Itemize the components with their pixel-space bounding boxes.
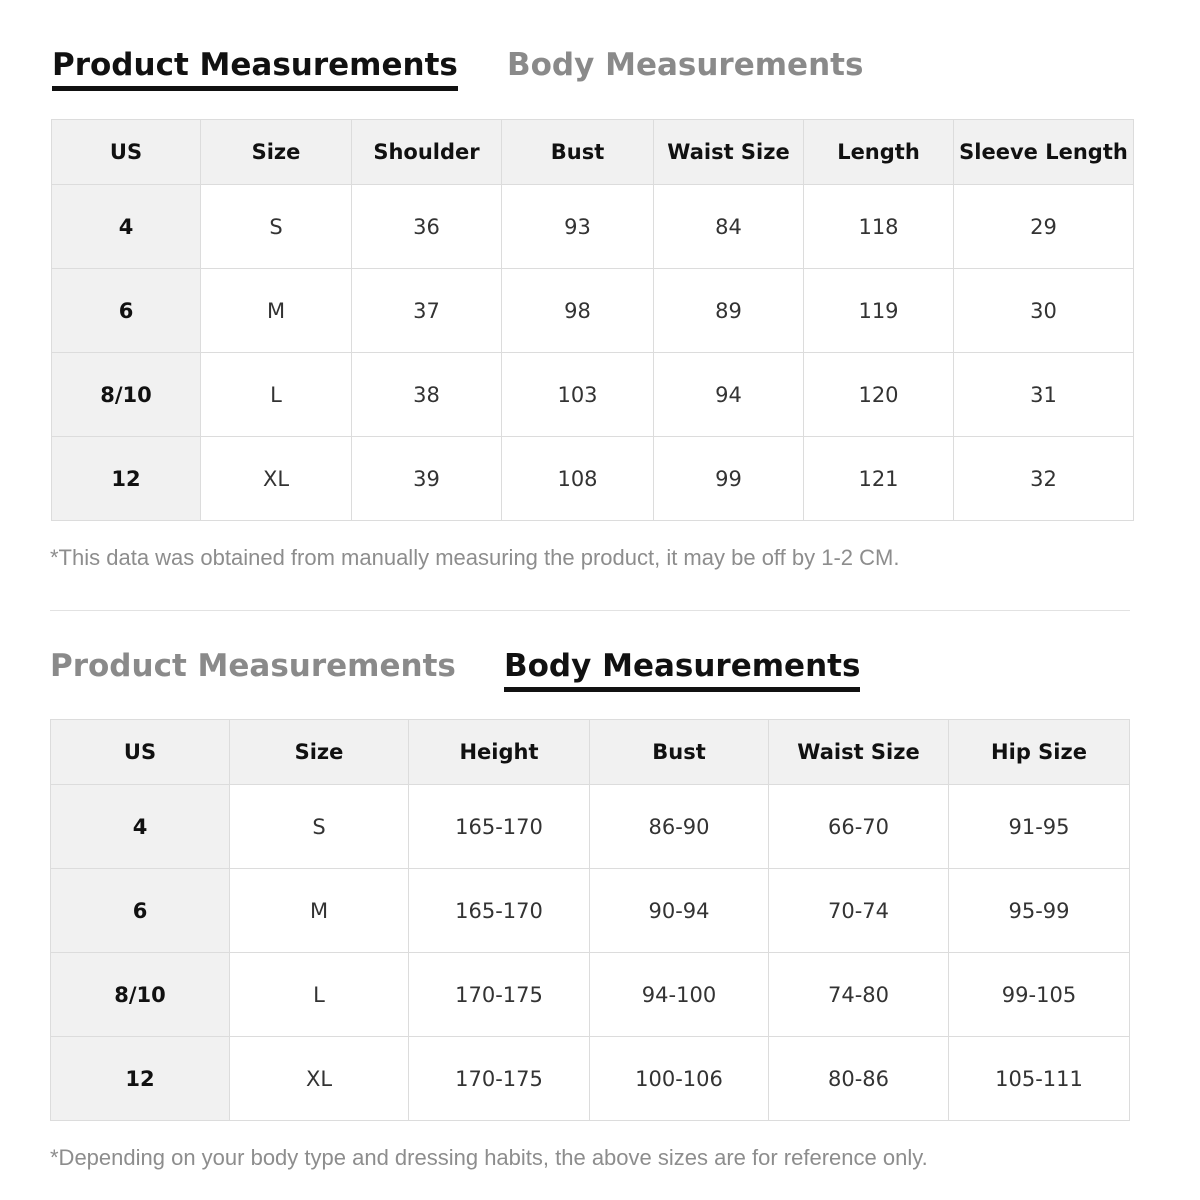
product-measurements-table	[51, 119, 1134, 521]
cell-bust: 90-94	[590, 869, 769, 953]
column-header-bust: Bust	[502, 120, 654, 185]
tab-label: Body Measurements	[504, 648, 861, 684]
column-header-size: Size	[201, 120, 352, 185]
table-header-row	[51, 720, 1130, 785]
table-row	[52, 353, 1134, 437]
cell-hip-size: 95-99	[949, 869, 1130, 953]
cell-hip-size: 91-95	[949, 785, 1130, 869]
cell-waist-size: 84	[654, 185, 804, 269]
cell-sleeve-length: 29	[954, 185, 1134, 269]
table-row	[51, 785, 1130, 869]
cell-height: 165-170	[409, 785, 590, 869]
column-header-shoulder: Shoulder	[352, 120, 502, 185]
cell-hip-size: 105-111	[949, 1037, 1130, 1121]
table-row	[51, 869, 1130, 953]
table-row	[52, 437, 1134, 521]
tab-label: Product Measurements	[50, 648, 456, 684]
tab-body-measurements[interactable]	[504, 646, 860, 686]
cell-height: 170-175	[409, 1037, 590, 1121]
cell-us: 8/10	[52, 353, 201, 437]
cell-size: S	[201, 185, 352, 269]
cell-us: 8/10	[51, 953, 230, 1037]
table-row	[52, 269, 1134, 353]
cell-us: 12	[52, 437, 201, 521]
cell-bust: 100-106	[590, 1037, 769, 1121]
cell-shoulder: 38	[352, 353, 502, 437]
active-tab-underline	[504, 687, 860, 692]
tab-product-measurements[interactable]	[50, 646, 456, 686]
table-row	[51, 1037, 1130, 1121]
cell-hip-size: 99-105	[949, 953, 1130, 1037]
cell-shoulder: 36	[352, 185, 502, 269]
tab-product-measurements[interactable]	[52, 45, 458, 85]
measurement-tabs	[0, 0, 1200, 100]
column-header-height: Height	[409, 720, 590, 785]
cell-us: 6	[51, 869, 230, 953]
measurement-tabs	[0, 600, 1200, 700]
column-header-hip-size: Hip Size	[949, 720, 1130, 785]
cell-us: 4	[51, 785, 230, 869]
cell-waist-size: 94	[654, 353, 804, 437]
cell-sleeve-length: 31	[954, 353, 1134, 437]
cell-waist-size: 70-74	[769, 869, 949, 953]
cell-size: L	[201, 353, 352, 437]
cell-length: 121	[804, 437, 954, 521]
body-measurement-note: *Depending on your body type and dressing habits, the above sizes are for reference only.	[50, 1145, 928, 1170]
cell-size: XL	[201, 437, 352, 521]
cell-waist-size: 74-80	[769, 953, 949, 1037]
cell-length: 119	[804, 269, 954, 353]
column-header-us: US	[51, 720, 230, 785]
cell-height: 165-170	[409, 869, 590, 953]
column-header-size: Size	[230, 720, 409, 785]
column-header-waist-size: Waist Size	[654, 120, 804, 185]
column-header-waist-size: Waist Size	[769, 720, 949, 785]
cell-sleeve-length: 30	[954, 269, 1134, 353]
tab-label: Product Measurements	[52, 47, 458, 83]
cell-bust: 93	[502, 185, 654, 269]
column-header-bust: Bust	[590, 720, 769, 785]
product-measurement-note: *This data was obtained from manually measuring the product, it may be off by 1-2 CM.	[50, 545, 900, 570]
column-header-us: US	[52, 120, 201, 185]
cell-bust: 98	[502, 269, 654, 353]
body-measurements-table	[50, 719, 1130, 1121]
tab-body-measurements[interactable]	[507, 45, 863, 85]
cell-us: 6	[52, 269, 201, 353]
table-row	[51, 953, 1130, 1037]
column-header-length: Length	[804, 120, 954, 185]
cell-length: 120	[804, 353, 954, 437]
cell-waist-size: 89	[654, 269, 804, 353]
cell-size: S	[230, 785, 409, 869]
cell-length: 118	[804, 185, 954, 269]
cell-bust: 108	[502, 437, 654, 521]
cell-us: 4	[52, 185, 201, 269]
cell-waist-size: 99	[654, 437, 804, 521]
cell-size: L	[230, 953, 409, 1037]
cell-shoulder: 39	[352, 437, 502, 521]
cell-size: M	[230, 869, 409, 953]
cell-height: 170-175	[409, 953, 590, 1037]
table-row	[52, 185, 1134, 269]
cell-sleeve-length: 32	[954, 437, 1134, 521]
tab-label: Body Measurements	[507, 47, 864, 83]
cell-waist-size: 66-70	[769, 785, 949, 869]
cell-us: 12	[51, 1037, 230, 1121]
cell-shoulder: 37	[352, 269, 502, 353]
cell-bust: 103	[502, 353, 654, 437]
cell-bust: 86-90	[590, 785, 769, 869]
cell-size: M	[201, 269, 352, 353]
cell-size: XL	[230, 1037, 409, 1121]
cell-waist-size: 80-86	[769, 1037, 949, 1121]
table-header-row	[52, 120, 1134, 185]
column-header-sleeve-length: Sleeve Length	[954, 120, 1134, 185]
cell-bust: 94-100	[590, 953, 769, 1037]
active-tab-underline	[52, 86, 458, 91]
